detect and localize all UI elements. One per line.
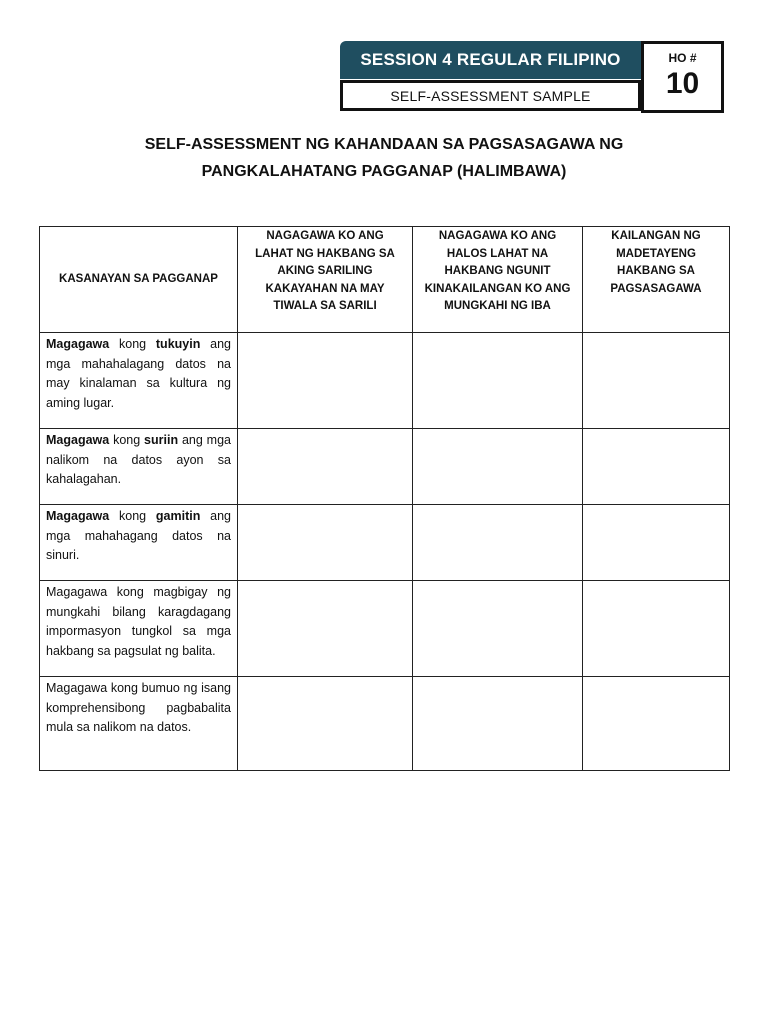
sample-label: SELF-ASSESSMENT SAMPLE	[340, 80, 641, 111]
title-line-1: SELF-ASSESSMENT NG KAHANDAAN SA PAGSASAGAWA NG	[144, 136, 624, 153]
rating-cell[interactable]	[413, 581, 583, 677]
document-title	[0, 131, 768, 185]
rating-cell[interactable]	[413, 333, 583, 429]
handout-number-box	[641, 41, 724, 113]
session-header	[340, 41, 641, 113]
column-header: NAGAGAWA KO ANG LAHAT NG HAKBANG SA AKING SARILING KAKAYAHAN NA MAY TIWALA SA SARILI	[238, 227, 413, 333]
ho-label: HO #	[668, 51, 697, 65]
table-header-row	[40, 227, 730, 333]
self-assessment-table	[39, 226, 730, 771]
table-row	[40, 333, 730, 429]
table-row	[40, 429, 730, 505]
title-line-2: PANGKALAHATANG PAGGANAP (HALIMBAWA)	[201, 163, 567, 180]
rating-cell[interactable]	[583, 505, 730, 581]
skill-cell: Magagawa kong gamitin ang mga mahahagang datos na sinuri.	[40, 505, 238, 581]
rating-cell[interactable]	[238, 581, 413, 677]
rating-cell[interactable]	[583, 429, 730, 505]
ho-number: 10	[665, 67, 700, 100]
session-title: SESSION 4 REGULAR FILIPINO	[340, 41, 641, 79]
skill-cell: Magagawa kong magbigay ng mungkahi bilang karagdagang impormasyon tungkol sa mga hakbang sa pagsulat ng balita.	[40, 581, 238, 677]
table-row	[40, 677, 730, 771]
column-header: KASANAYAN SA PAGGANAP	[40, 227, 238, 333]
rating-cell[interactable]	[413, 429, 583, 505]
column-header: NAGAGAWA KO ANG HALOS LAHAT NA HAKBANG NGUNIT KINAKAILANGAN KO ANG MUNGKAHI NG IBA	[413, 227, 583, 333]
column-header: KAILANGAN NG MADETAYENG HAKBANG SA PAGSASAGAWA	[583, 227, 730, 333]
rating-cell[interactable]	[413, 505, 583, 581]
skill-cell: Magagawa kong tukuyin ang mga mahahalagang datos na may kinalaman sa kultura ng aming lugar.	[40, 333, 238, 429]
rating-cell[interactable]	[238, 429, 413, 505]
skill-cell: Magagawa kong suriin ang mga nalikom na datos ayon sa kahalagahan.	[40, 429, 238, 505]
skill-cell: Magagawa kong bumuo ng isang komprehensibong pagbabalita mula sa nalikom na datos.	[40, 677, 238, 771]
rating-cell[interactable]	[238, 333, 413, 429]
rating-cell[interactable]	[583, 677, 730, 771]
rating-cell[interactable]	[413, 677, 583, 771]
table-row	[40, 505, 730, 581]
rating-cell[interactable]	[238, 677, 413, 771]
rating-cell[interactable]	[583, 581, 730, 677]
rating-cell[interactable]	[583, 333, 730, 429]
rating-cell[interactable]	[238, 505, 413, 581]
table-row	[40, 581, 730, 677]
